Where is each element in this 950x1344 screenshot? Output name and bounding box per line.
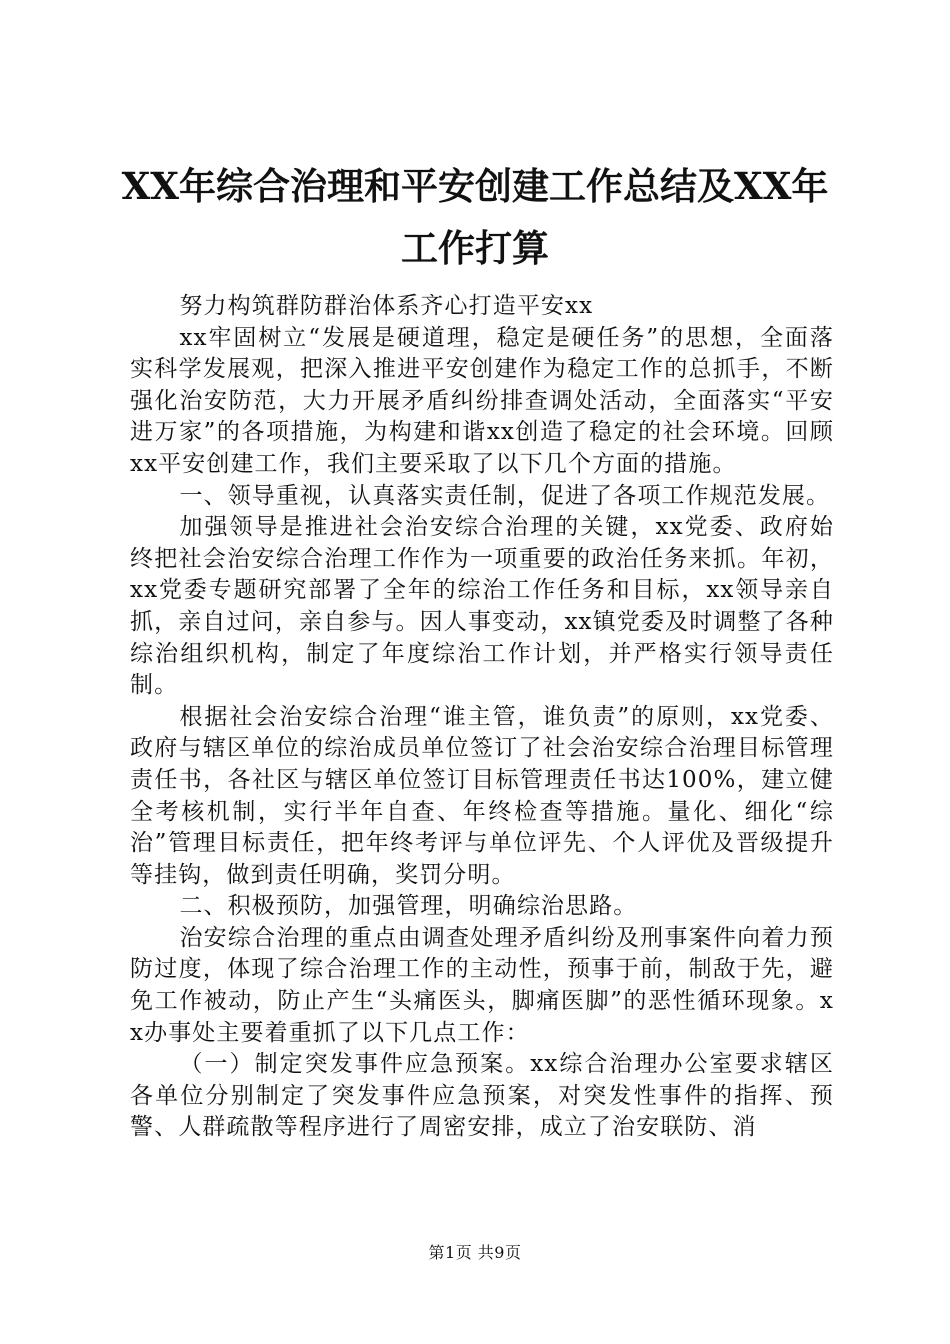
- section-heading-1: 一、领导重视，认真落实责任制，促进了各项工作规范发展。: [179, 482, 831, 509]
- page-number-footer: 第1页 共9页: [428, 1243, 522, 1262]
- body-paragraph: 加强领导是推进社会治安综合治理的关键，xx党委、政府始终把社会治安综合治理工作作为一项重要的政治任务来抓。年初，xx党委专题研究部署了全年的综治工作任务和目标，xx领导亲自抓，亲自过问，亲自参与。因人事变动，xx镇党委及时调整了各种综治组织机构，制定了年度综治工作计划，并严格实行领导责任制。: [130, 514, 834, 699]
- intro-paragraph: xx牢固树立“发展是硬道理，稳定是硬任务”的思想，全面落实科学发展观，把深入推进平安创建作为稳定工作的总抓手，不断强化治安防范，大力开展矛盾纠纷排查调处活动，全面落实“平安进万家”的各项措施，为构建和谐xx创造了稳定的社会环境。回顾xx平安创建工作，我们主要采取了以下几个方面的措施。: [130, 324, 834, 477]
- body-paragraph: 治安综合治理的重点由调查处理矛盾纠纷及刑事案件向着力预防过度，体现了综合治理工作的主动性，预事于前，制敌于先，避免工作被动，防止产生“头痛医头，脚痛医脚”的恶性循环现象。xx办事处主要着重抓了以下几点工作：: [130, 924, 834, 1046]
- document-title: XX年综合治理和平安创建工作总结及XX年工作打算: [121, 164, 829, 270]
- section-heading-2: 二、积极预防，加强管理，明确综治思路。: [179, 893, 638, 920]
- body-paragraph: 根据社会治安综合治理“谁主管，谁负责”的原则，xx党委、政府与辖区单位的综治成员单位签订了社会治安综合治理目标管理责任书，各社区与辖区单位签订目标管理责任书达100%，建立健全考核机制，实行半年自查、年终检查等措施。量化、细化“综治”管理目标责任，把年终考评与单位评先、个人评优及晋级提升等挂钩，做到责任明确，奖罚分明。: [130, 703, 834, 888]
- subtitle-paragraph: 努力构筑群防群治体系齐心打造平安xx: [179, 293, 594, 319]
- subsection-paragraph: （一）制定突发事件应急预案。xx综合治理办公室要求辖区各单位分别制定了突发事件应急预案，对突发性事件的指挥、预警、人群疏散等程序进行了周密安排，成立了治安联防、消: [130, 1051, 834, 1141]
- document-body: [130, 291, 834, 1144]
